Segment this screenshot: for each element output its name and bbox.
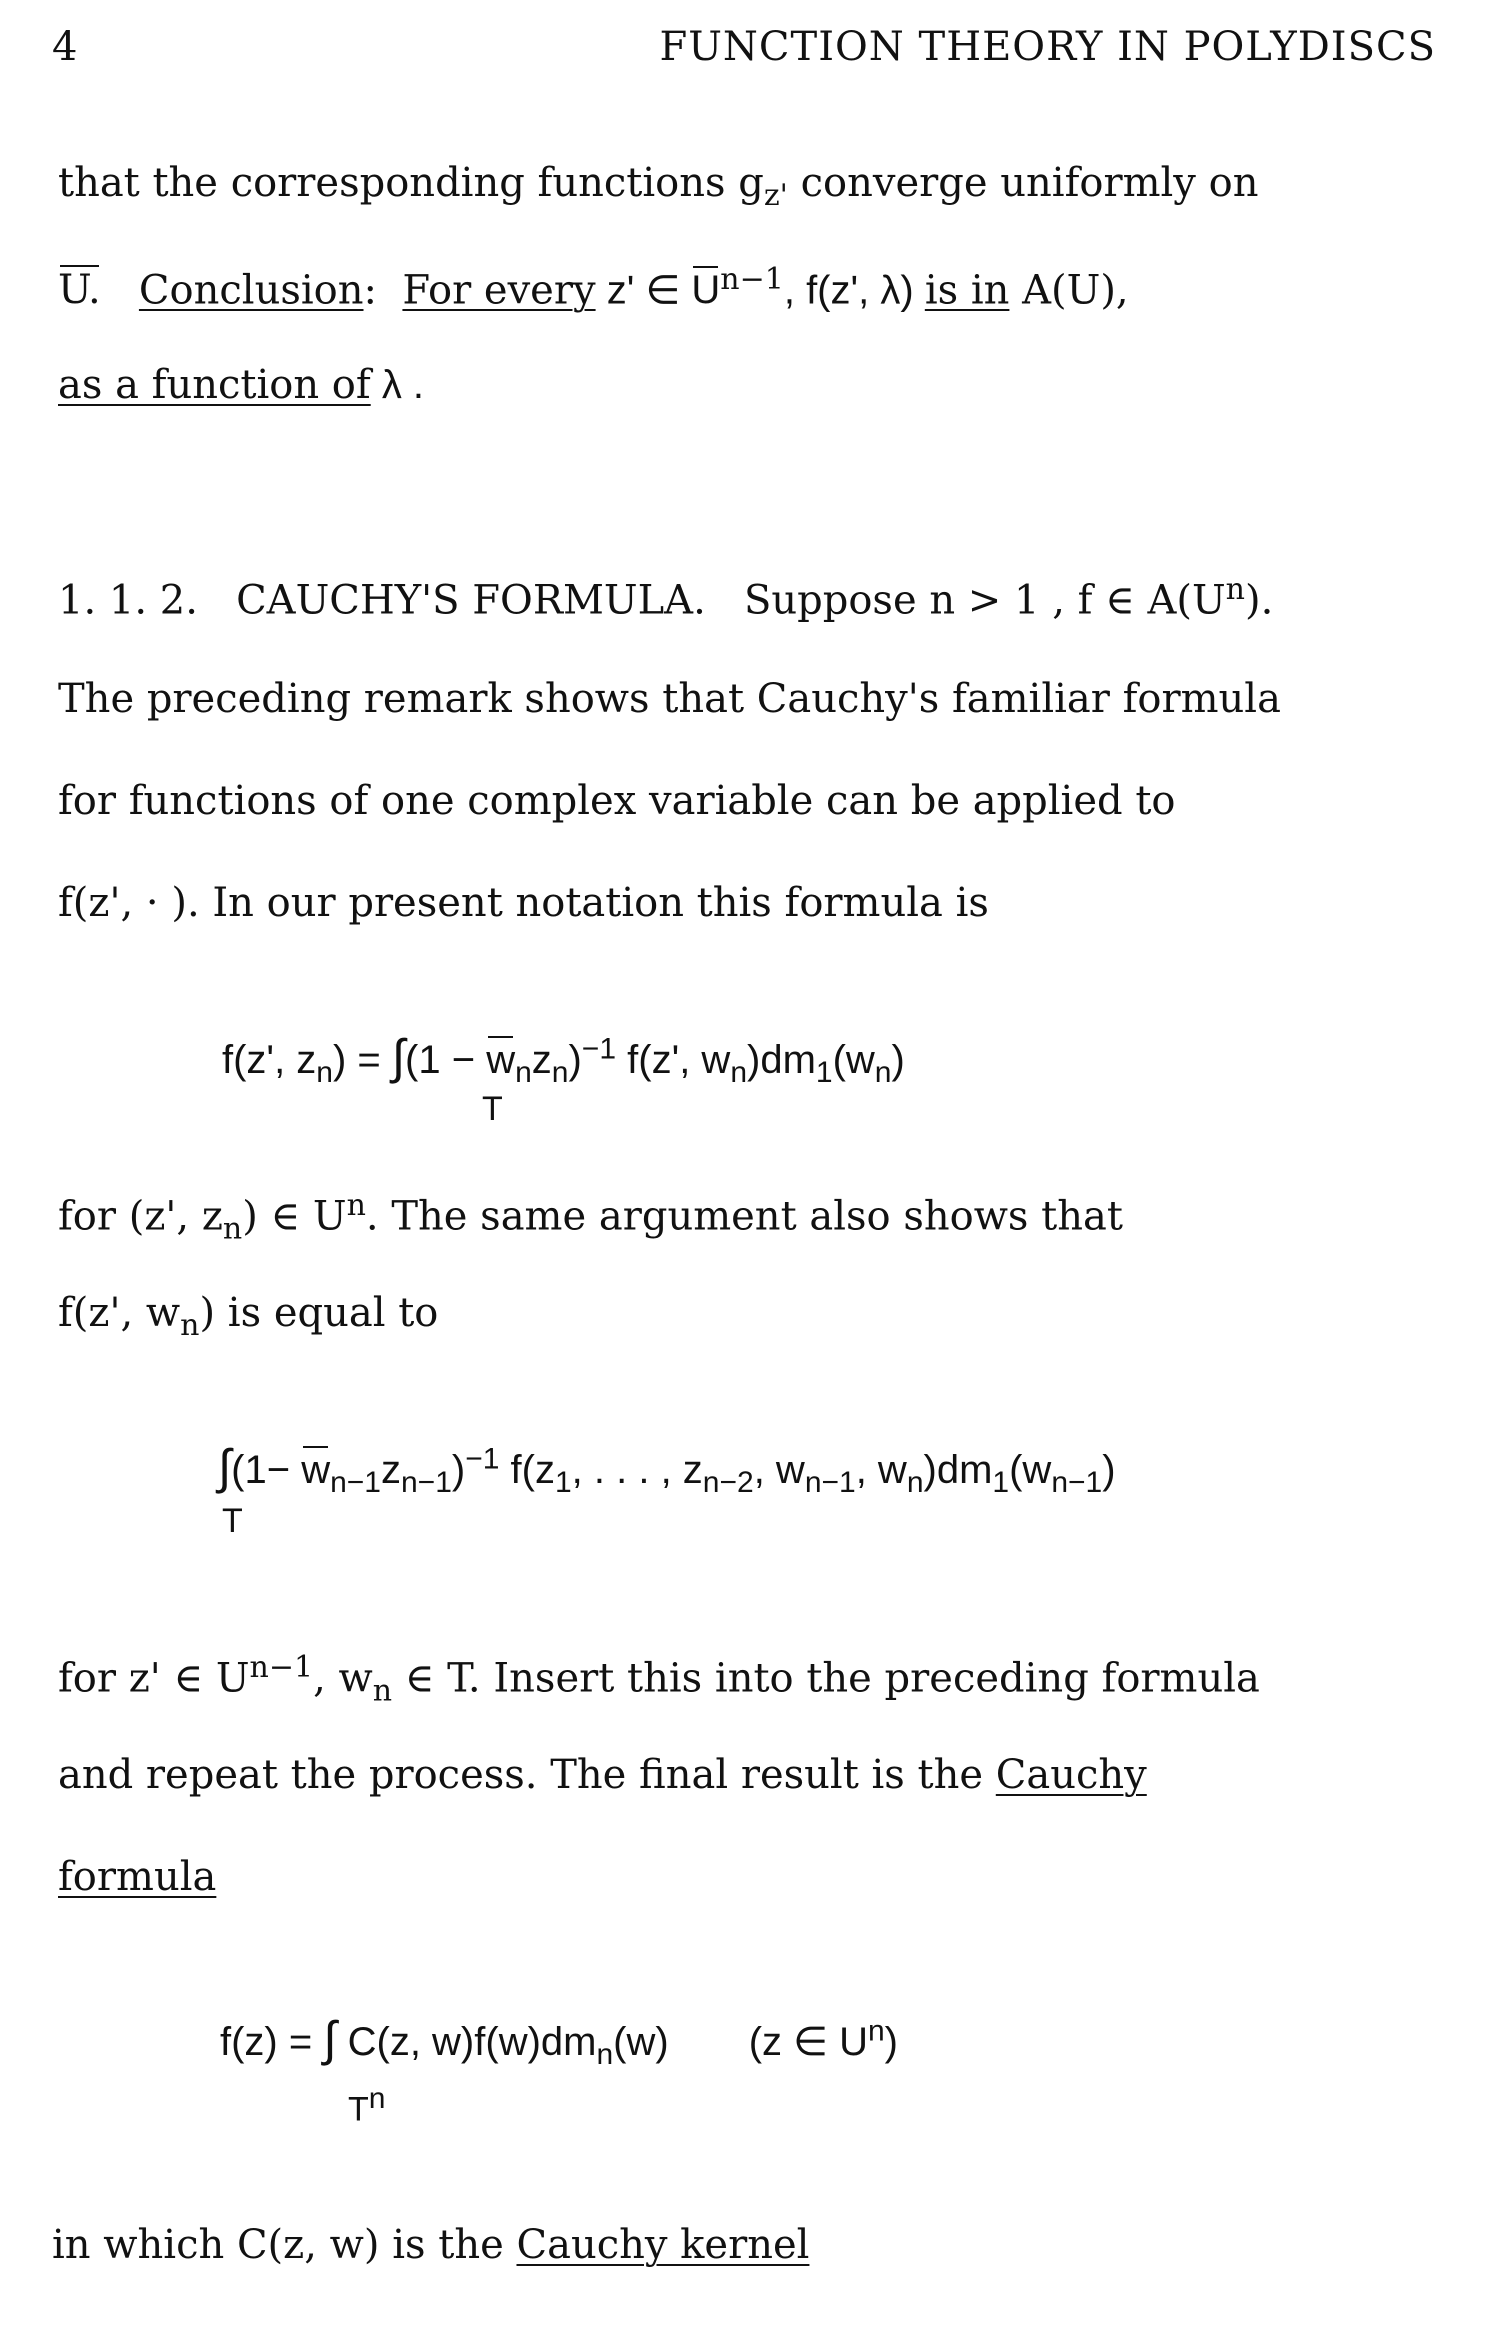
text: converge uniformly on [787, 160, 1259, 206]
formula-term: formula [58, 1854, 217, 1900]
exponent: n [1225, 572, 1245, 607]
subscript: n [551, 1056, 569, 1089]
text: z' ∈ [595, 268, 692, 313]
para3-line1 [58, 1188, 1123, 1246]
integral-limit-T: T [482, 1090, 503, 1128]
exponent: n−1 [720, 262, 784, 297]
running-head: FUNCTION THEORY IN POLYDISCS [659, 24, 1436, 70]
text: λ . [370, 363, 425, 407]
para4-line1 [58, 1650, 1260, 1708]
subscript: 1 [992, 1466, 1010, 1499]
text: , w [313, 1655, 373, 1702]
integral-limit-Tn [348, 2082, 385, 2129]
conjugate-w: w [486, 1038, 516, 1082]
text: ) is equal to [199, 1290, 439, 1336]
exponent: n [346, 1188, 366, 1223]
text: (w [832, 1038, 875, 1082]
subscript: n−2 [702, 1466, 754, 1499]
text: ∈ T. Insert this into the preceding formula [392, 1655, 1260, 1702]
subscript: 1 [815, 1056, 833, 1089]
integral-sign: ∫ [218, 1441, 232, 1494]
cauchy-term: Cauchy [995, 1752, 1147, 1798]
para2-line2: for functions of one complex variable can be applied to [58, 778, 1176, 824]
text: , f(z', λ) [783, 268, 925, 313]
para4-line2 [58, 1752, 1147, 1798]
subscript: n−1 [1051, 1466, 1103, 1499]
page-header [0, 24, 1504, 84]
text: A(U), [1009, 267, 1129, 314]
text: : [363, 267, 390, 314]
subscript: n [372, 1673, 393, 1709]
text: f(z', w [616, 1038, 731, 1082]
exponent: −1 [581, 1032, 617, 1066]
text: , w [855, 1448, 907, 1492]
text: z [380, 1448, 401, 1492]
text: (w [1009, 1448, 1052, 1492]
cauchy-formula-equation [220, 2012, 898, 2072]
para5-line1 [52, 2222, 809, 2268]
text: ). [1245, 577, 1274, 624]
text: f(z', z [222, 1038, 317, 1082]
text: (z ∈ U [748, 2020, 868, 2064]
text: , w [753, 1448, 805, 1492]
subscript: n [874, 1056, 892, 1089]
text: in which C(z, w) is the [52, 2222, 517, 2268]
subscript: n−1 [400, 1466, 452, 1499]
page-number: 4 [52, 24, 78, 70]
para4-line3 [58, 1854, 216, 1900]
iterated-integral-equation: $\int(1- w_{n-1}z_{n-1})^{-1}$ $f(z_1$, . . . , $z_{n-2}$, $w_{n-1}$, $w_n)dm_1(w_{n-1})$ [218, 1441, 1116, 1499]
conclusion-label: Conclusion [138, 267, 364, 314]
text: f(z) = [220, 2020, 324, 2064]
subscript: n [222, 1211, 243, 1247]
text: )dm [747, 1038, 816, 1082]
para1-line2 [58, 262, 1129, 313]
exponent: n−1 [249, 1650, 314, 1685]
exponent: n [368, 2082, 386, 2115]
para1-line1 [58, 160, 1258, 213]
section-number: 1. 1. 2. [58, 577, 198, 624]
subscript: n [730, 1056, 747, 1089]
integral-sign: ∫ [323, 2013, 337, 2066]
text: . The same argument also shows that [365, 1193, 1123, 1240]
subscript: n−1 [804, 1466, 856, 1499]
subscript: n [596, 2038, 614, 2071]
text: Suppose n > 1 , f ∈ A(U [743, 577, 1226, 624]
text: ) [884, 2020, 898, 2064]
text: for z' ∈ U [58, 1655, 250, 1702]
text: for (z', z [58, 1193, 223, 1240]
subscript: n [180, 1308, 200, 1343]
closure-U: U. [58, 267, 101, 314]
cauchy-one-variable-equation: f(z', $z_n) = \int(1 - w_nz_n)^{-1}$ f(z', $w_n)dm_1(w_n)$ [222, 1031, 905, 1089]
text: f(z [499, 1448, 555, 1492]
text: (1− [231, 1448, 302, 1492]
para1-line3 [58, 362, 424, 408]
subscript: n [906, 1466, 924, 1499]
text: , . . . , z [571, 1448, 703, 1492]
text: f(z', w [58, 1290, 181, 1336]
exponent: −1 [465, 1442, 500, 1476]
subscript: 1 [554, 1466, 572, 1499]
text: )dm [923, 1448, 993, 1492]
text: (w) [613, 2020, 669, 2064]
text: and repeat the process. The final result is the [58, 1752, 996, 1798]
conjugate-w: w [301, 1448, 331, 1492]
text: z [531, 1038, 552, 1082]
for-every: For every [402, 267, 596, 314]
text: (1 − [405, 1038, 487, 1082]
para2-line1: The preceding remark shows that Cauchy's familiar formula [58, 676, 1281, 722]
section-title: CAUCHY'S FORMULA. [236, 577, 706, 624]
subscript: z' [763, 178, 788, 213]
closure-U: U [691, 268, 721, 313]
exponent: n [867, 2014, 885, 2048]
text: C(z, w)f(w)dm [336, 2020, 597, 2064]
text: ) = [332, 1038, 392, 1082]
subscript: n [515, 1056, 532, 1089]
section-heading [58, 572, 1273, 623]
text: that the corresponding functions g [58, 160, 764, 206]
as-function-of: as a function of [58, 362, 371, 408]
para2-line3: f(z', · ). In our present notation this formula is [58, 880, 989, 926]
integral-limit-T: T [222, 1502, 243, 1540]
subscript: n [316, 1056, 333, 1089]
cauchy-kernel-term: Cauchy kernel [516, 2222, 810, 2268]
text: T [348, 2090, 369, 2129]
text: ) [891, 1038, 905, 1082]
text: ) [1102, 1448, 1116, 1492]
text: ) ∈ U [242, 1193, 347, 1240]
integral-sign: ∫ [391, 1031, 406, 1084]
is-in: is in [924, 267, 1010, 314]
para3-line2 [58, 1290, 438, 1343]
subscript: n−1 [330, 1466, 381, 1499]
